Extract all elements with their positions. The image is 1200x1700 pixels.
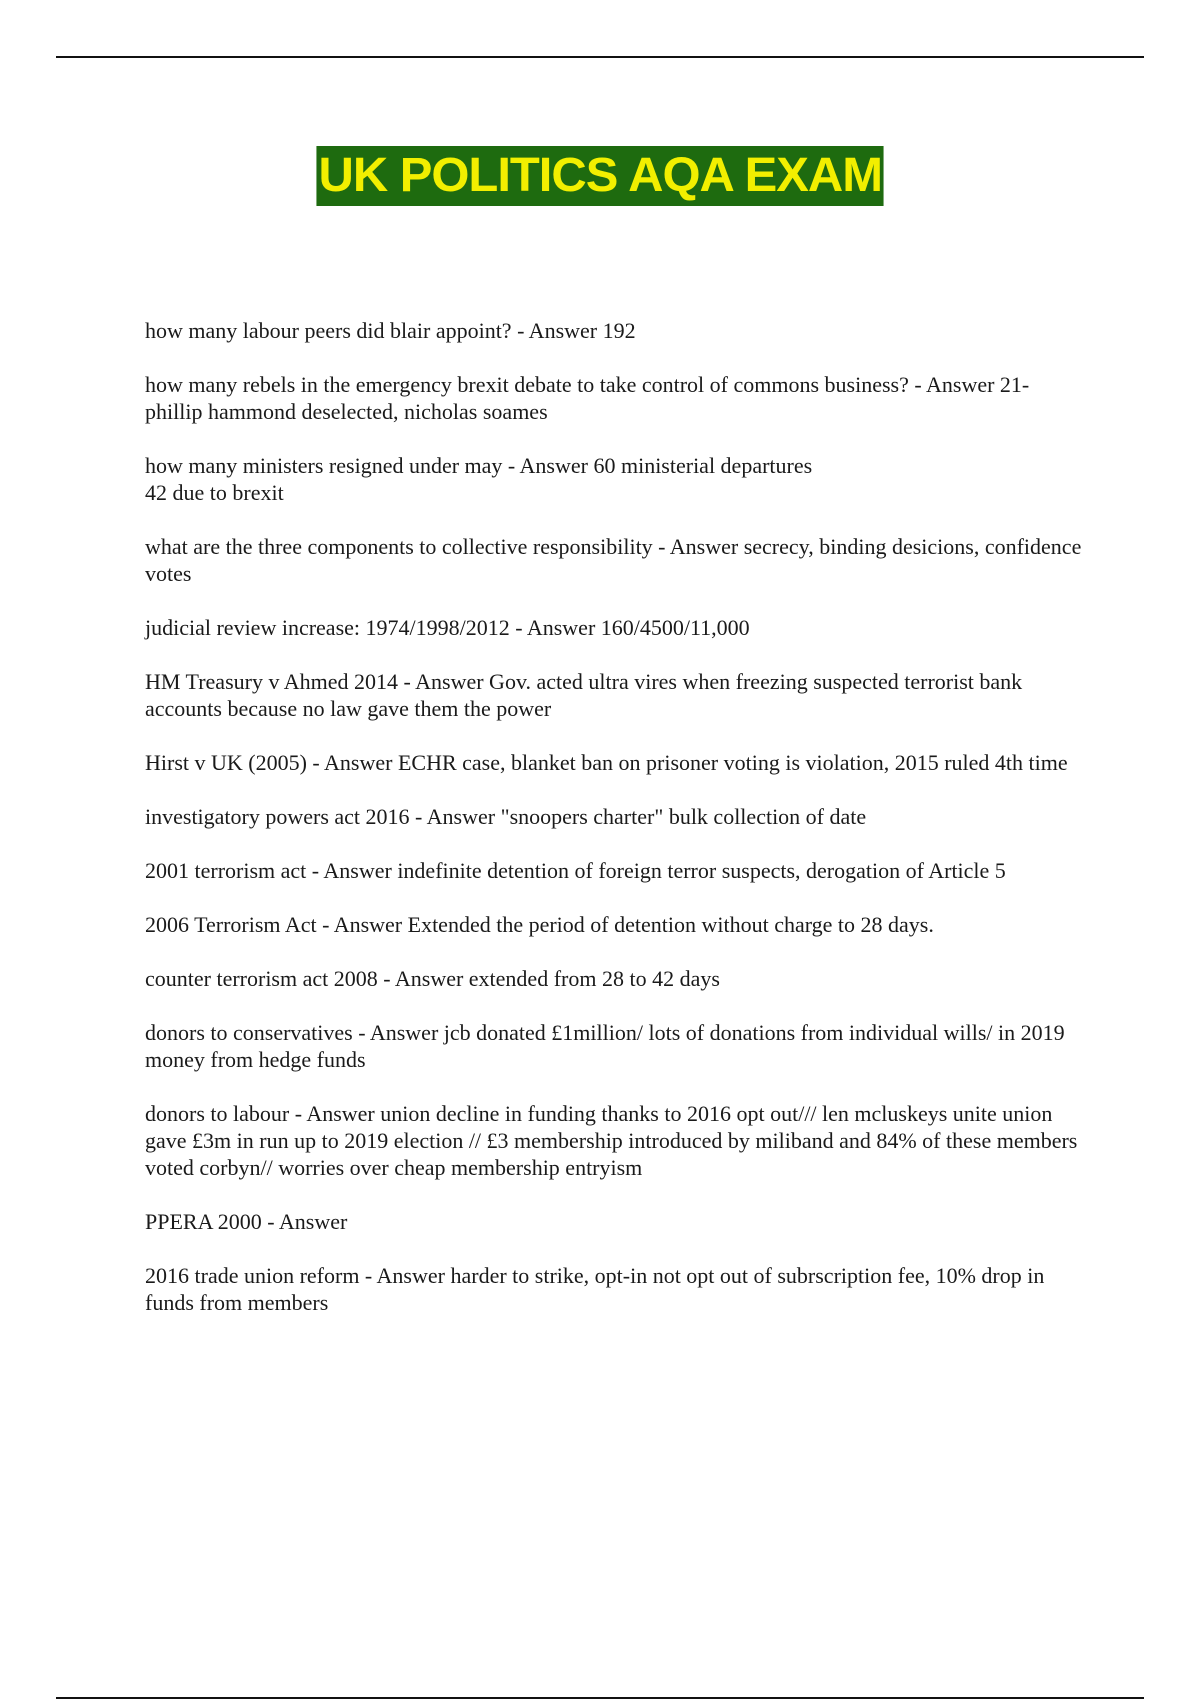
qa-item: Hirst v UK (2005) - Answer ECHR case, blanket ban on prisoner voting is violation, 2015 ruled 4th time [145,750,1068,775]
bottom-rule [56,1697,1144,1699]
qa-list [145,317,1085,1343]
qa-item: judicial review increase: 1974/1998/2012 - Answer 160/4500/11,000 [145,615,750,640]
qa-item: donors to labour - Answer union decline in funding thanks to 2016 opt out/// len mcluskeys unite union gave £3m in run up to 2019 election // £3 membership introduced by miliband and 84% of these members voted corbyn// worries over cheap membership entryism [145,1101,1078,1180]
qa-item: investigatory powers act 2016 - Answer "snoopers charter" bulk collection of date [145,804,867,829]
qa-item: 2001 terrorism act - Answer indefinite detention of foreign terror suspects, derogation of Article 5 [145,858,1006,883]
qa-item: how many ministers resigned under may - Answer 60 ministerial departures 42 due to brexit [145,453,813,505]
qa-item: PPERA 2000 - Answer [145,1209,348,1234]
qa-item: how many rebels in the emergency brexit debate to take control of commons business? - Answer 21- phillip hammond deselected, nicholas soames [145,372,1030,424]
qa-item: HM Treasury v Ahmed 2014 - Answer Gov. acted ultra vires when freezing suspected terrorist bank accounts because no law gave them the power [145,669,1023,721]
qa-item: 2016 trade union reform - Answer harder to strike, opt-in not opt out of subrscription fee, 10% drop in funds from members [145,1263,1045,1315]
title-container [0,146,1200,206]
qa-item: 2006 Terrorism Act - Answer Extended the period of detention without charge to 28 days. [145,912,934,937]
qa-item: what are the three components to collective responsibility - Answer secrecy, binding desicions, confidence votes [145,534,1082,586]
qa-item: how many labour peers did blair appoint? - Answer 192 [145,318,636,343]
document-title: UK POLITICS AQA EXAM [316,146,884,206]
qa-item: counter terrorism act 2008 - Answer extended from 28 to 42 days [145,966,720,991]
top-rule [56,56,1144,58]
qa-item: donors to conservatives - Answer jcb donated £1million/ lots of donations from individual wills/ in 2019 money from hedge funds [145,1020,1065,1072]
